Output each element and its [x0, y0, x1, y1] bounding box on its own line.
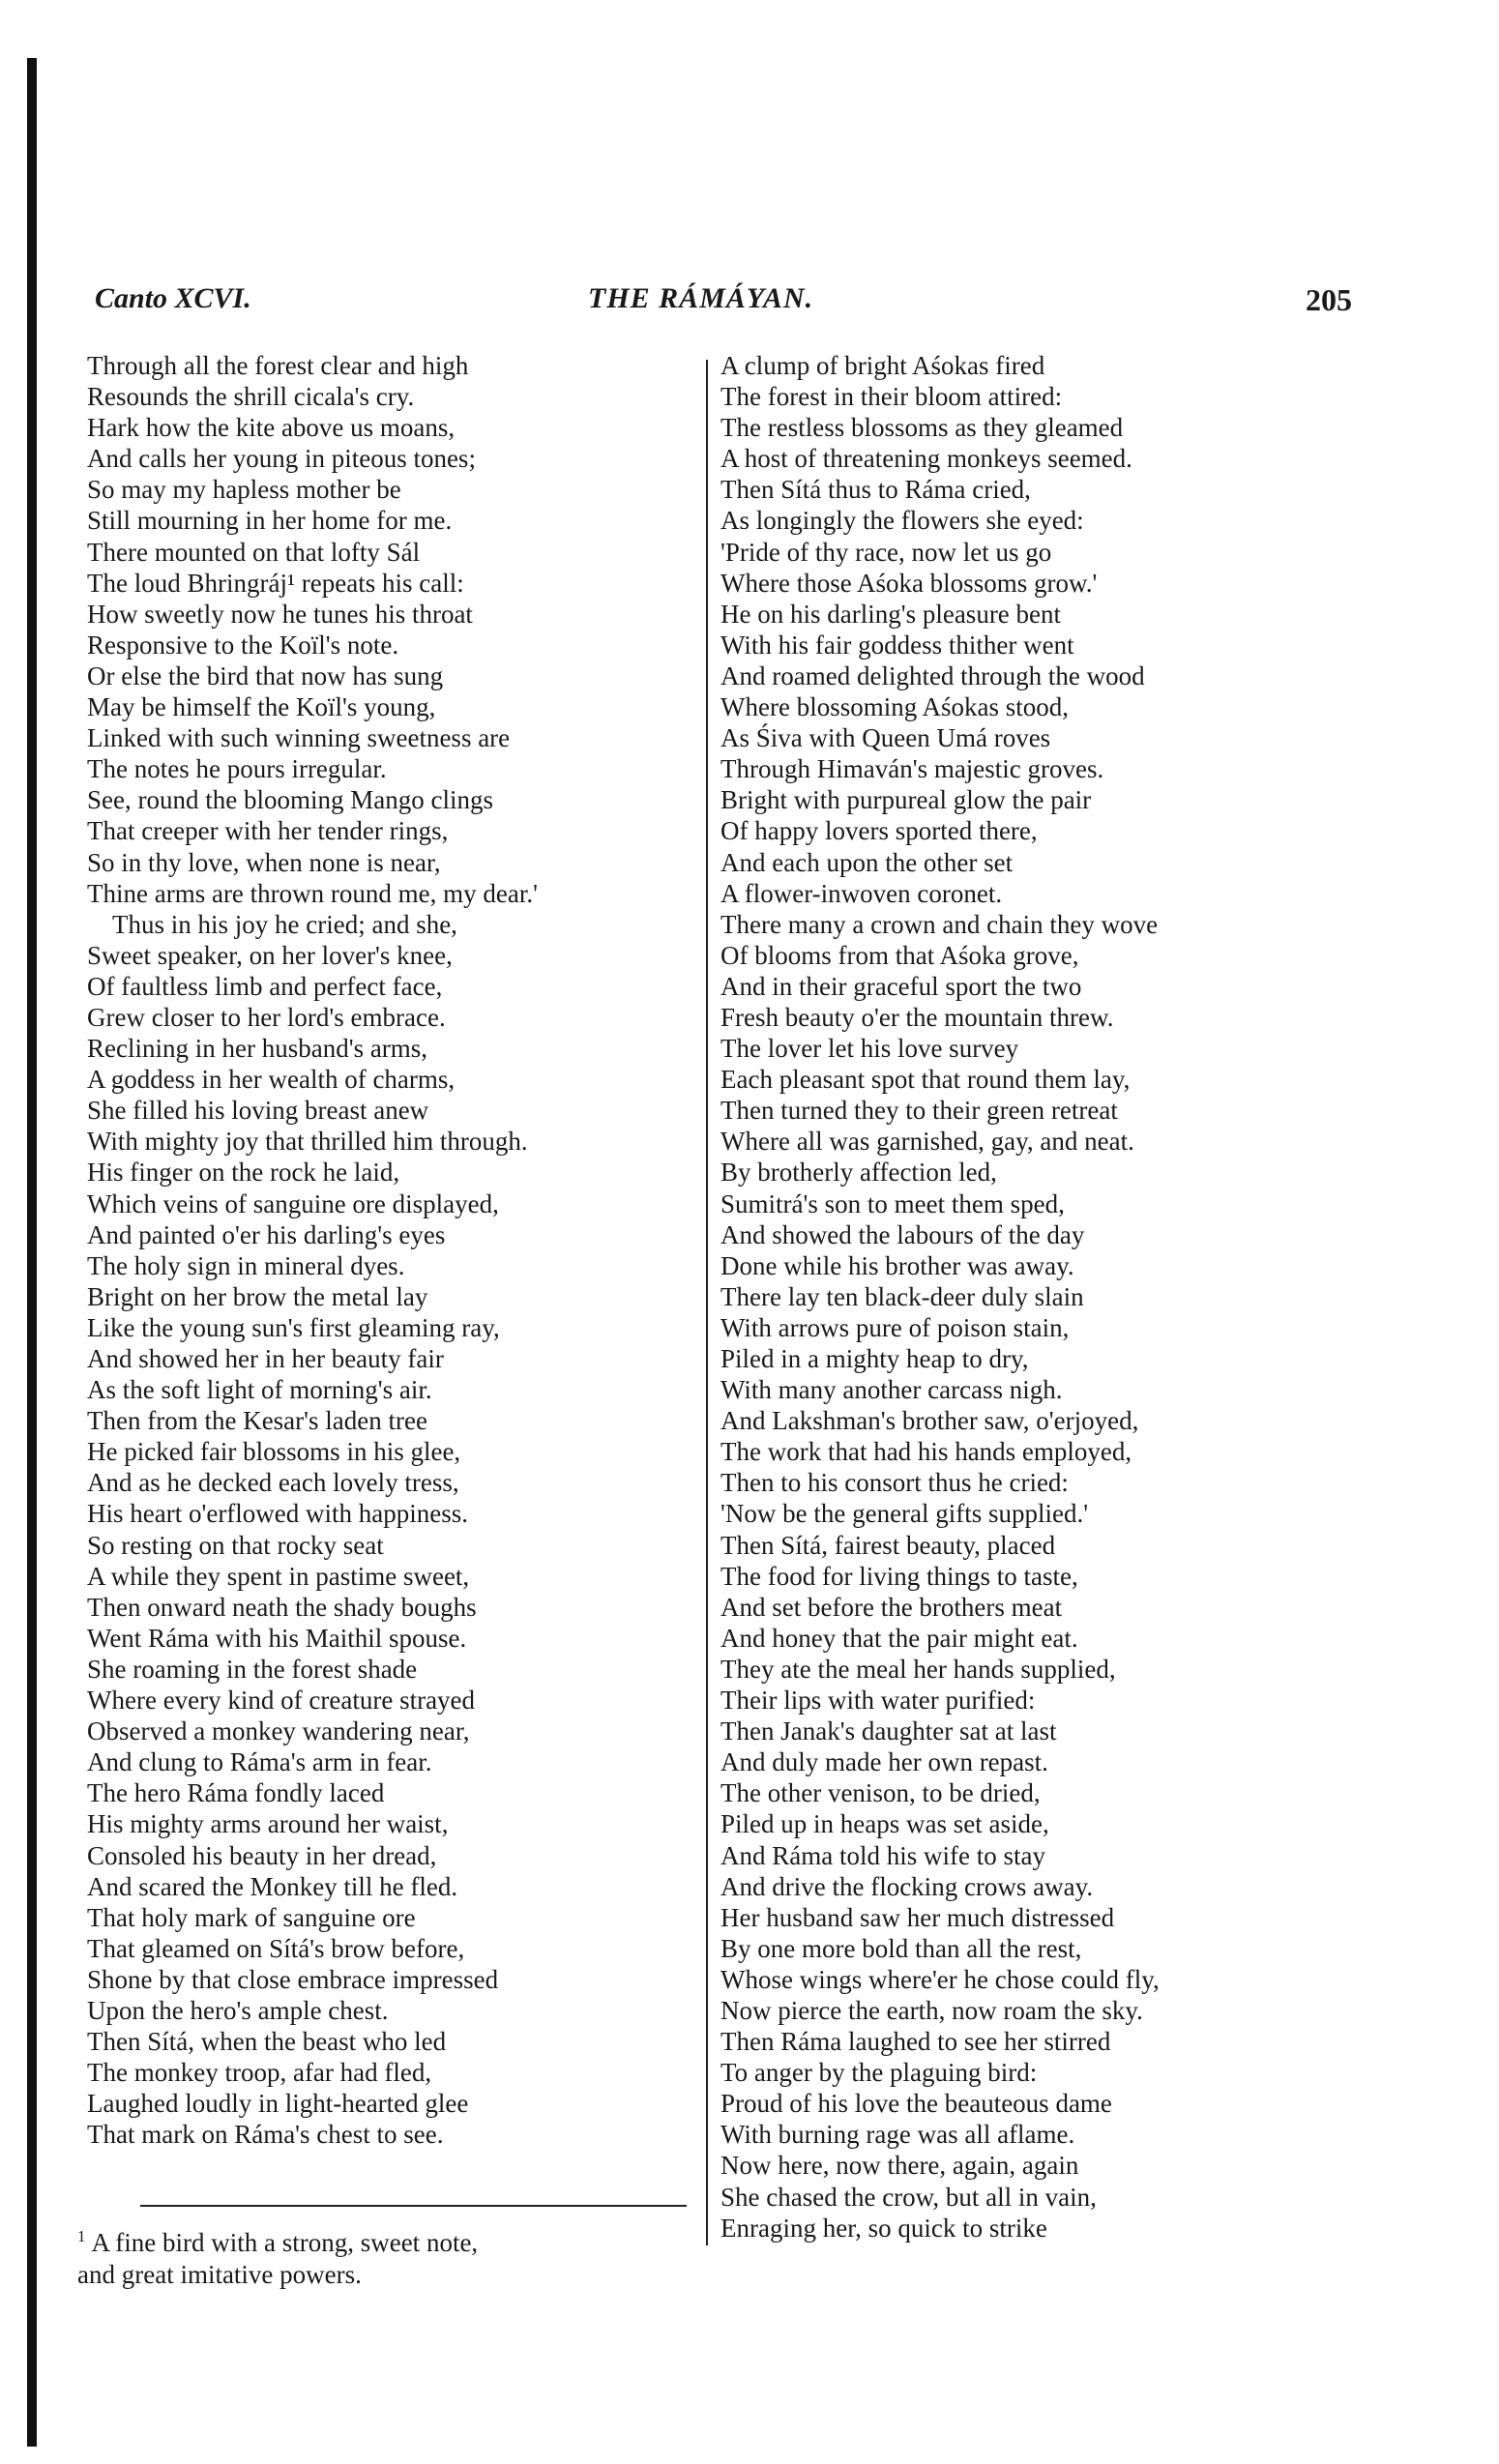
verse-line: 'Now be the general gifts supplied.' — [720, 1499, 1089, 1529]
verse-line: With mighty joy that thrilled him through. — [87, 1127, 528, 1157]
verse-line: Reclining in her husband's arms, — [87, 1034, 428, 1064]
verse-line: Piled up in heaps was set aside, — [720, 1809, 1049, 1839]
verse-line: By one more bold than all the rest, — [720, 1933, 1082, 1963]
verse-line: So resting on that rocky seat — [87, 1530, 384, 1560]
verse-line: And painted o'er his darling's eyes — [87, 1219, 446, 1249]
binding-edge — [27, 58, 37, 2447]
verse-line: Of happy lovers sported there, — [720, 816, 1038, 846]
verse-line: Went Ráma with his Maithil spouse. — [87, 1623, 467, 1653]
footnote — [77, 2220, 696, 2291]
verse-line: The work that had his hands employed, — [720, 1437, 1132, 1467]
verse-line: Now pierce the earth, now roam the sky. — [720, 1995, 1143, 2025]
verse-line: Resounds the shrill cicala's cry. — [87, 382, 415, 412]
verse-line: Consoled his beauty in her dread, — [87, 1840, 437, 1870]
verse-line: By brotherly affection led, — [720, 1158, 997, 1188]
verse-line: How sweetly now he tunes his throat — [87, 599, 473, 629]
verse-line: Sweet speaker, on her lover's knee, — [87, 940, 453, 970]
verse-line: Thus in his joy he cried; and she, — [112, 909, 457, 939]
verse-line: To anger by the plaguing bird: — [720, 2058, 1038, 2088]
verse-line: The holy sign in mineral dyes. — [87, 1250, 405, 1280]
page-number: 205 — [1306, 282, 1352, 317]
verse-line: Then Ráma laughed to see her stirred — [720, 2027, 1111, 2057]
verse-line: And each upon the other set — [720, 847, 1014, 877]
verse-line: With many another carcass nigh. — [720, 1375, 1063, 1405]
verse-line: She filled his loving breast anew — [87, 1096, 429, 1126]
verse-line: Then turned they to their green retreat — [720, 1096, 1118, 1126]
verse-line: Grew closer to her lord's embrace. — [87, 1002, 446, 1032]
verse-line: Laughed loudly in light-hearted glee — [87, 2089, 469, 2119]
verse-line: Still mourning in her home for me. — [87, 506, 453, 536]
verse-line: Then onward neath the shady boughs — [87, 1592, 477, 1622]
verse-line: Like the young sun's first gleaming ray, — [87, 1312, 500, 1342]
verse-line: And showed the labours of the day — [720, 1219, 1085, 1249]
verse-line: The loud Bhringráj¹ repeats his call: — [87, 568, 464, 598]
verse-line: And set before the brothers meat — [720, 1592, 1063, 1622]
verse-line: And honey that the pair might eat. — [720, 1623, 1078, 1653]
verse-line: And calls her young in piteous tones; — [87, 444, 476, 474]
verse-line: Linked with such winning sweetness are — [87, 723, 511, 753]
verse-line: Through all the forest clear and high — [87, 351, 469, 380]
footnote-marker: 1 — [77, 2227, 86, 2245]
verse-line: Done while his brother was away. — [720, 1250, 1074, 1280]
verse-line: With his fair goddess thither went — [720, 630, 1074, 660]
verse-line: Whose wings where'er he chose could fly, — [720, 1964, 1160, 1994]
verse-line: There mounted on that lofty Sál — [87, 537, 421, 567]
verse-line: Then from the Kesar's laden tree — [87, 1406, 427, 1436]
verse-line: A clump of bright Aśokas fired — [720, 351, 1045, 380]
book-title: THE RÁMÁYAN. — [588, 282, 814, 314]
verse-line: As the soft light of morning's air. — [87, 1375, 432, 1405]
verse-line: Proud of his love the beauteous dame — [720, 2089, 1112, 2119]
verse-line: And in their graceful sport the two — [720, 971, 1082, 1001]
column-divider — [706, 360, 708, 2245]
verse-line: Then to his consort thus he cried: — [720, 1468, 1069, 1498]
verse-line: See, round the blooming Mango clings — [87, 785, 493, 815]
verse-line: Then Sítá, when the beast who led — [87, 2027, 447, 2057]
verse-line: The forest in their bloom attired: — [720, 382, 1063, 412]
verse-line: Each pleasant spot that round them lay, — [720, 1065, 1131, 1095]
verse-line: Enraging her, so quick to strike — [720, 2213, 1047, 2243]
verse-line: And showed her in her beauty fair — [87, 1344, 444, 1373]
verse-line: And drive the flocking crows away. — [720, 1871, 1094, 1901]
verse-line: There many a crown and chain they wove — [720, 909, 1159, 939]
verse-line: So may my hapless mother be — [87, 475, 401, 505]
verse-line: The other venison, to be dried, — [720, 1778, 1041, 1808]
verse-line: And Lakshman's brother saw, o'erjoyed, — [720, 1406, 1139, 1436]
verse-line: And Ráma told his wife to stay — [720, 1840, 1045, 1870]
verse-line: And scared the Monkey till he fled. — [87, 1871, 458, 1901]
verse-line: The monkey troop, afar had fled, — [87, 2058, 432, 2088]
verse-line: Or else the bird that now has sung — [87, 660, 444, 690]
left-text-column — [87, 350, 696, 2150]
verse-line: The restless blossoms as they gleamed — [720, 413, 1124, 443]
verse-line: With arrows pure of poison stain, — [720, 1312, 1070, 1342]
verse-line: Of faultless limb and perfect face, — [87, 971, 443, 1001]
verse-line: They ate the meal her hands supplied, — [720, 1654, 1116, 1684]
canto-label: Canto XCVI. — [95, 282, 251, 314]
verse-line: Which veins of sanguine ore displayed, — [87, 1188, 499, 1218]
verse-line: And as he decked each lovely tress, — [87, 1468, 459, 1498]
verse-line: She roaming in the forest shade — [87, 1654, 418, 1684]
verse-line: He picked fair blossoms in his glee, — [87, 1437, 461, 1467]
verse-line: Where every kind of creature strayed — [87, 1686, 476, 1716]
footnote-line: and great imitative powers. — [77, 2260, 362, 2289]
footnote-line: $^1$ A fine bird with a strong, sweet note, — [77, 2227, 479, 2257]
verse-line: He on his darling's pleasure bent — [720, 599, 1062, 629]
verse-line: His heart o'erflowed with happiness. — [87, 1499, 469, 1529]
verse-line: And clung to Ráma's arm in fear. — [87, 1747, 432, 1777]
verse-line: Where all was garnished, gay, and neat. — [720, 1127, 1134, 1157]
verse-line: The lover let his love survey — [720, 1034, 1019, 1064]
verse-line: She chased the crow, but all in vain, — [720, 2182, 1097, 2212]
verse-line: Bright with purpureal glow the pair — [720, 785, 1092, 815]
verse-line: A goddess in her wealth of charms, — [87, 1065, 456, 1095]
verse-line: Thine arms are thrown round me, my dear.' — [87, 878, 538, 908]
verse-line: 'Pride of thy race, now let us go — [720, 537, 1052, 567]
verse-line: Of blooms from that Aśoka grove, — [720, 940, 1079, 970]
verse-line: As Śiva with Queen Umá roves — [720, 723, 1051, 753]
verse-line: Where blossoming Aśokas stood, — [720, 692, 1069, 722]
verse-line: Sumitrá's son to meet them sped, — [720, 1188, 1065, 1218]
verse-line: That gleamed on Sítá's brow before, — [87, 1933, 465, 1963]
verse-line: May be himself the Koïl's young, — [87, 692, 436, 722]
verse-line: Where those Aśoka blossoms grow.' — [720, 568, 1098, 598]
running-header — [95, 282, 1352, 321]
verse-line: Shone by that close embrace impressed — [87, 1964, 499, 1994]
verse-line: A flower-inwoven coronet. — [720, 878, 1003, 908]
verse-line: As longingly the flowers she eyed: — [720, 506, 1084, 536]
verse-line: The notes he pours irregular. — [87, 754, 387, 784]
verse-line: His mighty arms around her waist, — [87, 1809, 449, 1839]
verse-line: Then Sítá, fairest beauty, placed — [720, 1530, 1056, 1560]
verse-line: Then Janak's daughter sat at last — [720, 1716, 1057, 1746]
verse-line: Her husband saw her much distressed — [720, 1902, 1115, 1932]
verse-line: So in thy love, when none is near, — [87, 847, 441, 877]
verse-line: Hark how the kite above us moans, — [87, 413, 456, 443]
verse-line: Through Himaván's majestic groves. — [720, 754, 1104, 784]
verse-line: Their lips with water purified: — [720, 1686, 1036, 1716]
verse-line: Fresh beauty o'er the mountain threw. — [720, 1002, 1114, 1032]
verse-line: A while they spent in pastime sweet, — [87, 1561, 470, 1591]
right-text-column — [720, 350, 1339, 2244]
verse-line: Upon the hero's ample chest. — [87, 1995, 389, 2025]
verse-line: That mark on Ráma's chest to see. — [87, 2120, 444, 2150]
verse-line: Observed a monkey wandering near, — [87, 1716, 470, 1746]
verse-line: Piled in a mighty heap to dry, — [720, 1344, 1029, 1373]
verse-line: Responsive to the Koïl's note. — [87, 630, 399, 660]
footnote-rule — [140, 2205, 687, 2207]
verse-line: That holy mark of sanguine ore — [87, 1902, 416, 1932]
verse-line: A host of threatening monkeys seemed. — [720, 444, 1132, 474]
verse-line: And roamed delighted through the wood — [720, 660, 1145, 690]
verse-line: The hero Ráma fondly laced — [87, 1778, 385, 1808]
verse-line: The food for living things to taste, — [720, 1561, 1078, 1591]
verse-line: And duly made her own repast. — [720, 1747, 1048, 1777]
verse-line: That creeper with her tender rings, — [87, 816, 449, 846]
verse-line: With burning rage was all aflame. — [720, 2120, 1075, 2150]
verse-line: Then Sítá thus to Ráma cried, — [720, 475, 1031, 505]
verse-line: His finger on the rock he laid, — [87, 1158, 400, 1188]
verse-line: Bright on her brow the metal lay — [87, 1281, 428, 1311]
verse-line: Now here, now there, again, again — [720, 2151, 1079, 2181]
verse-line: There lay ten black-deer duly slain — [720, 1281, 1084, 1311]
